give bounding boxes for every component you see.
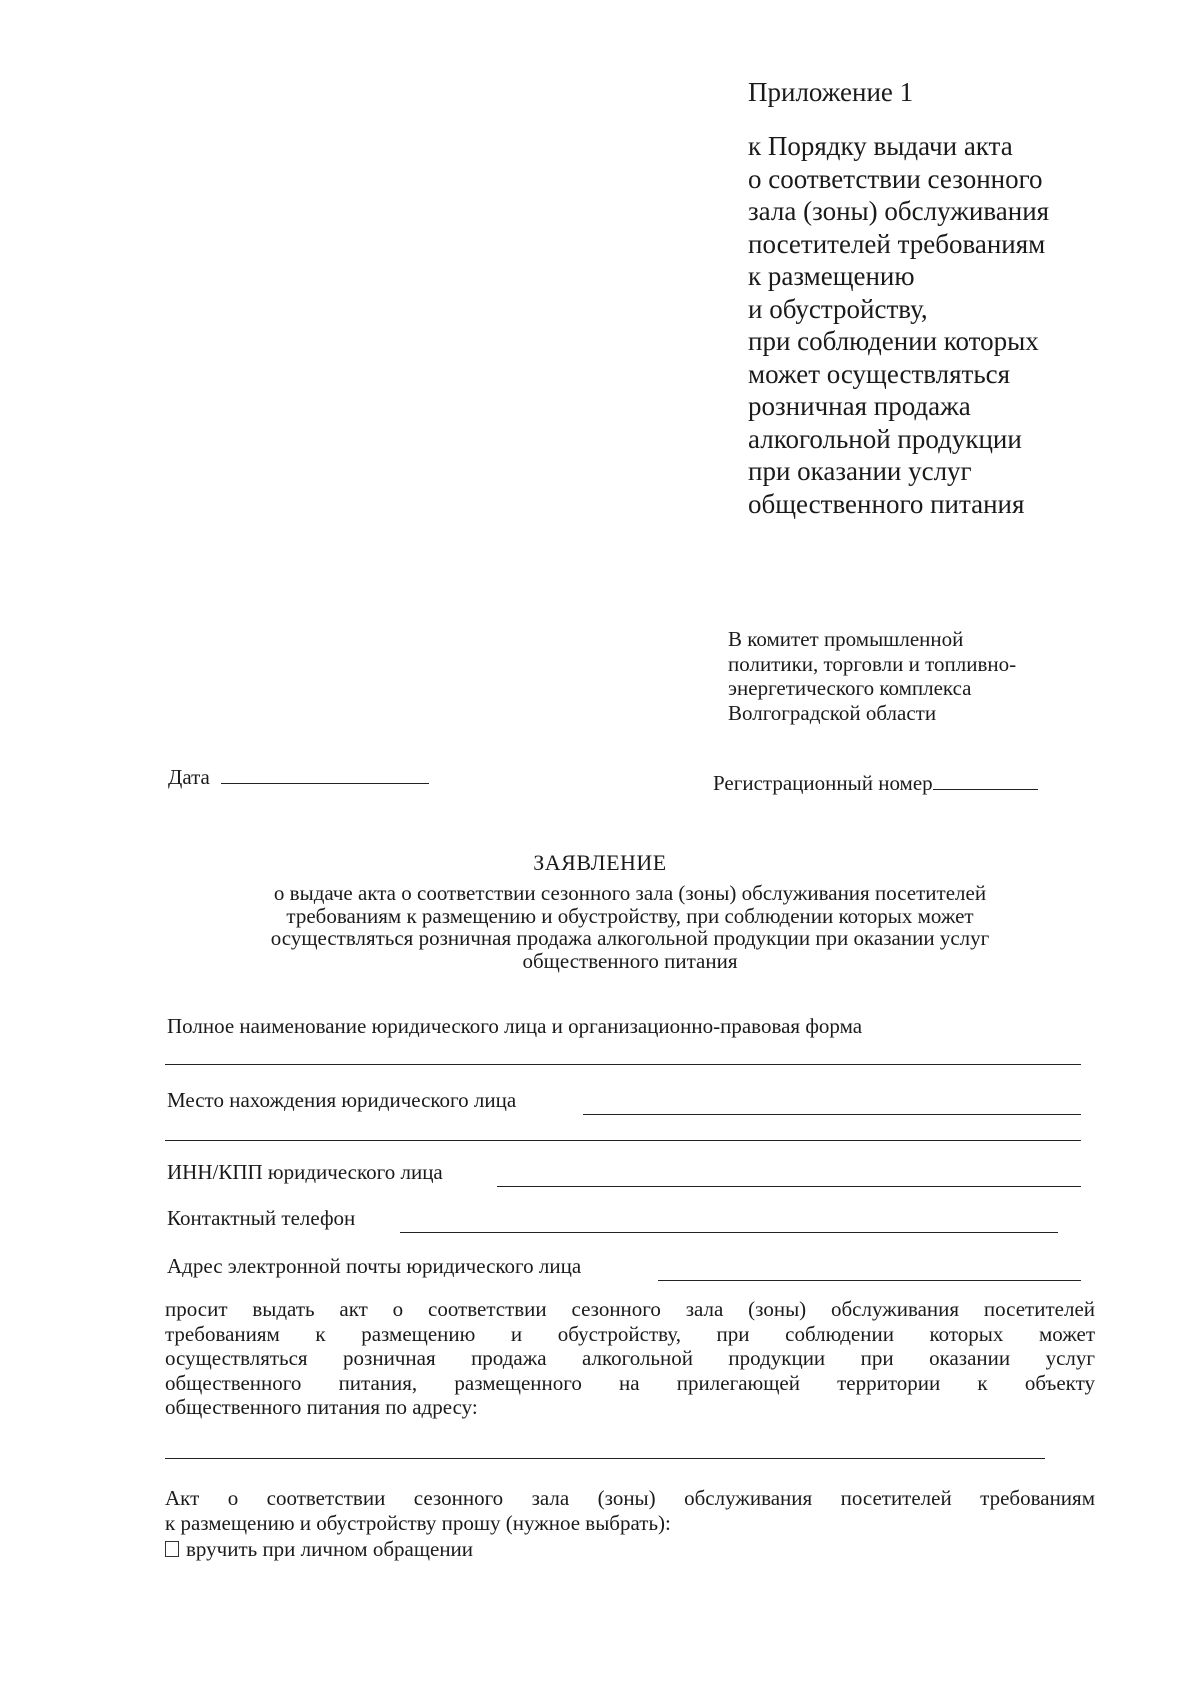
- delivery-line: к размещению и обустройству прошу (нужное выбрать):: [165, 1510, 671, 1535]
- request-line: требованиям к размещению и обустройству, при соблюдении которых может: [165, 1321, 1095, 1346]
- appendix-line: зала (зоны) обслуживания: [748, 196, 1050, 226]
- registration-number-field: [713, 771, 1038, 795]
- option-in-person-delivery[interactable]: [165, 1537, 473, 1561]
- appendix-description: [748, 130, 1049, 520]
- appendix-line: к Порядку выдачи акта: [748, 131, 1013, 161]
- checkbox-icon[interactable]: [165, 1541, 179, 1557]
- email-label: Адрес электронной почты юридического лица: [167, 1254, 582, 1278]
- appendix-line: при соблюдении которых: [748, 326, 1039, 356]
- location-label: Место нахождения юридического лица: [167, 1088, 517, 1112]
- date-blank[interactable]: [221, 765, 429, 784]
- address-blank[interactable]: [165, 1458, 1045, 1459]
- appendix-line: общественного питания: [748, 488, 1025, 519]
- appendix-title: Приложение 1: [748, 77, 914, 107]
- subtitle-line: осуществляться розничная продажа алкогольной продукции при оказании услуг: [270, 926, 990, 950]
- appendix-line: к размещению: [748, 261, 915, 291]
- appendix-line: о соответствии сезонного: [748, 163, 1043, 194]
- addressee-line: политики, торговли и топливно-: [728, 651, 1017, 676]
- inn-kpp-label: ИНН/КПП юридического лица: [167, 1160, 443, 1184]
- delivery-line: Акт о соответствии сезонного зала (зоны) обслуживания посетителей требованиям: [165, 1486, 1095, 1510]
- addressee-line: Волгоградской области: [728, 700, 937, 725]
- request-line: общественного питания, размещенного на прилегающей территории к объекту: [165, 1370, 1095, 1395]
- registration-number-label: Регистрационный номер: [713, 771, 933, 795]
- option-label: вручить при личном обращении: [186, 1537, 474, 1561]
- appendix-line: алкогольной продукции: [748, 423, 1022, 454]
- appendix-line: и обустройству,: [748, 293, 928, 324]
- subtitle-line: о выдаче акта о соответствии сезонного зала (зоны) обслуживания посетителей: [273, 881, 987, 905]
- phone-label: Контактный телефон: [167, 1206, 356, 1230]
- date-field: [168, 765, 429, 789]
- subtitle-line: общественного питания: [522, 948, 738, 973]
- document-subtitle: [200, 882, 1060, 972]
- phone-blank[interactable]: [400, 1232, 1058, 1233]
- delivery-paragraph: [165, 1486, 1095, 1535]
- request-paragraph: [165, 1297, 1095, 1420]
- full-name-blank[interactable]: [165, 1064, 1081, 1065]
- location-blank-line-2[interactable]: [165, 1140, 1081, 1141]
- subtitle-line: требованиям к размещению и обустройству, при соблюдении которых может: [286, 903, 974, 928]
- date-label: Дата: [168, 765, 210, 789]
- appendix-line: может осуществляться: [748, 358, 1011, 389]
- request-line: осуществляться розничная продажа алкогольной продукции при оказании услуг: [165, 1346, 1095, 1370]
- inn-kpp-blank[interactable]: [497, 1186, 1081, 1187]
- addressee-block: [728, 627, 1016, 725]
- request-line: просит выдать акт о соответствии сезонного зала (зоны) обслуживания посетителей: [165, 1297, 1095, 1321]
- document-title: ЗАЯВЛЕНИЕ: [533, 850, 667, 875]
- appendix-line: розничная продажа: [748, 391, 971, 421]
- addressee-line: В комитет промышленной: [728, 627, 964, 651]
- addressee-line: энергетического комплекса: [728, 676, 972, 700]
- full-name-label: Полное наименование юридического лица и организационно-правовая форма: [167, 1014, 863, 1038]
- request-line: общественного питания по адресу:: [165, 1395, 478, 1419]
- location-blank[interactable]: [583, 1114, 1081, 1115]
- email-blank[interactable]: [658, 1280, 1081, 1281]
- appendix-line: посетителей требованиям: [748, 228, 1046, 259]
- registration-number-blank[interactable]: [933, 771, 1038, 790]
- appendix-line: при оказании услуг: [748, 456, 972, 486]
